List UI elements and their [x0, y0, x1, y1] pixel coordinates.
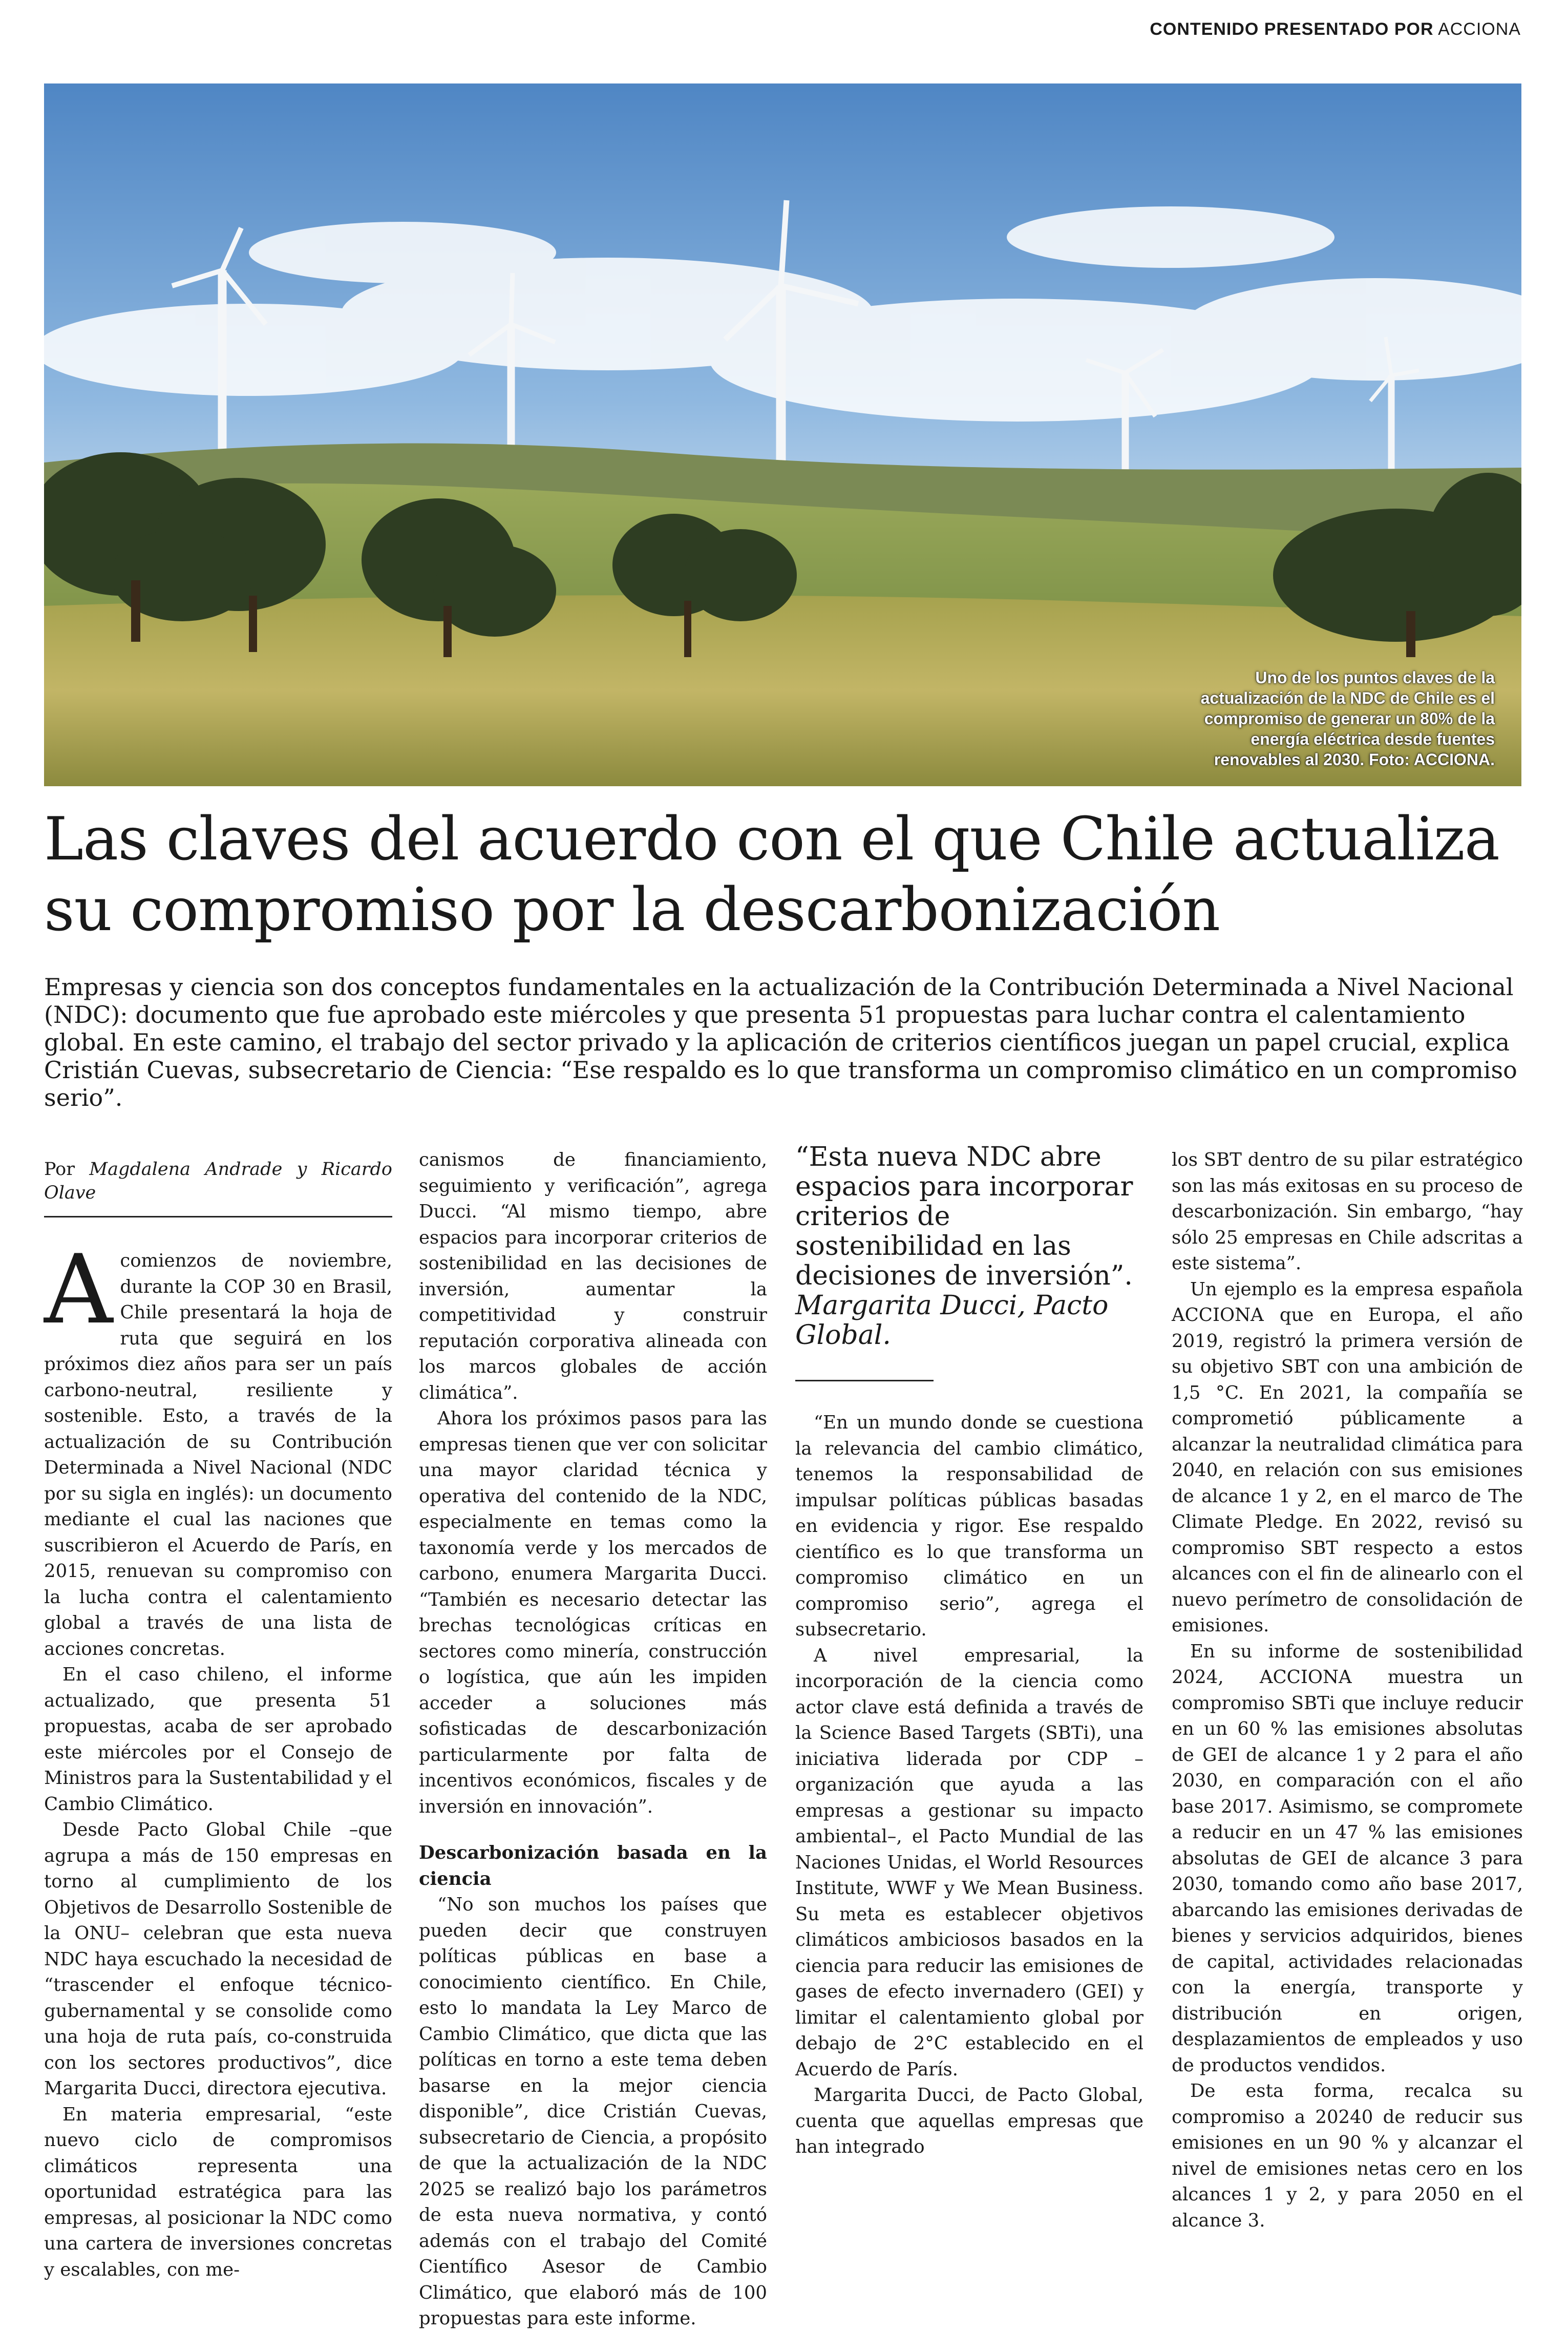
section-subhead: Descarbonización basada en la ciencia — [419, 1842, 767, 1889]
divider — [795, 1380, 934, 1381]
pull-quote-text: “Esta nueva NDC abre espacios para incorporar criterios de sostenibilidad en las decisiones de inversión”. — [795, 1142, 1133, 1291]
column-1 — [44, 1147, 392, 2283]
paragraph: Margarita Ducci, de Pacto Global, cuenta que aquellas empresas que han integrado — [795, 2085, 1143, 2157]
paragraph: En materia empresarial, “este nuevo ciclo de compromisos climáticos representa una oportunidad estratégica para las empresas, al posicionar la NDC como una cartera de inversiones concretas y escalables, con me- — [44, 2104, 392, 2280]
paragraph: De esta forma, recalca su compromiso a 20240 de reducir sus emisiones en un 90 % y alcanzar el nivel de emisiones netas cero en los alcances 1 y 2, y para 2050 en el alcance 3. — [1172, 2081, 1523, 2231]
paragraph: A nivel empresarial, la incorporación de la ciencia como actor clave está definida a través de la Science Based Targets (SBTi), una iniciativa liderada por CDP –organización que ayuda a las empresas a gestionar su impacto ambiental–, el Pacto Mundial de las Naciones Unidas, el World Resources Institute, WWF y We Mean Business. Su meta es establecer objetivos climáticos ambiciosos basados en la ciencia para reducir las emisiones de gases de efecto invernadero (GEI) y limitar el calentamiento global por debajo de 2°C establecido en el Acuerdo de París. — [795, 1645, 1143, 2080]
paragraph: Desde Pacto Global Chile –que agrupa a más de 150 empresas en torno al cumplimiento de los Objetivos de Desarrollo Sostenible de la ONU– celebran que esta nueva NDC haya escuchado la necesidad de “trascender el enfoque técnico-gubernamental y se consolide como una hoja de ruta país, co-construida con los sectores productivos”, dice Margarita Ducci, directora ejecutiva. — [44, 1819, 392, 2099]
wind-farm-photo — [44, 83, 1521, 786]
byline — [44, 1158, 392, 1217]
sponsor-prefix: CONTENIDO PRESENTADO POR — [1150, 19, 1434, 39]
dropcap: A — [44, 1234, 113, 1345]
column-4 — [1172, 1147, 1523, 2234]
byline-authors: Magdalena Andrade y Ricardo Olave — [44, 1159, 392, 1203]
article-headline: Las claves del acuerdo con el que Chile actualiza su compromiso por la descarbonización — [44, 805, 1499, 944]
paragraph: los SBT dentro de su pilar estratégico son las más exitosas en su proceso de descarbonización. Sin embargo, “hay sólo 25 empresas en Chile adscritas a este sistema”. — [1172, 1149, 1523, 1274]
paragraph: “No son muchos los países que pueden decir que construyen políticas públicas en base a conocimiento científico. En Chile, esto lo mandata la Ley Marco de Cambio Climático, que dicta que las políticas en torno a este tema deben basarse en la mejor ciencia disponible”, dice Cristián Cuevas, subsecretario de Ciencia, a propósito de que la actualización de la NDC 2025 se realizó bajo los parámetros de esta nueva normativa, y contó además con el trabajo del Comité Científico Asesor de Cambio Climático, que elaboró más de 100 propuestas para este informe. — [419, 1894, 767, 2329]
paragraph: En su informe de sostenibilidad 2024, ACCIONA muestra un compromiso SBTi que incluye reducir en un 60 % las emisiones absolutas de GEI de alcance 1 y 2 para el año 2030, en comparación con el año base 2017. Asimismo, se compromete a reducir en un 47 % las emisiones absolutas de GEI de alcance 3 para 2030, tomando como año base 2017, abarcando las emisiones derivadas de bienes y servicios adquiridos, bienes de capital, actividades relacionadas con la energía, transporte y distribución en origen, desplazamientos de empleados y uso de productos vendidos. — [1172, 1641, 1523, 2076]
photo-caption: Uno de los puntos claves de la actualización de la NDC de Chile es el compromiso de generar un 80% de la energía eléctrica desde fuentes renovables al 2030. Foto: ACCIONA. — [1200, 668, 1495, 769]
sponsor-brand: ACCIONA — [1438, 19, 1521, 39]
column-3 — [795, 1142, 1143, 2160]
article-lede: Empresas y ciencia son dos conceptos fundamentales en la actualización de la Contribución Determinada a Nivel Nacional (NDC): documento que fue aprobado este miércoles y que presenta 51 propuestas para luchar contra el calentamiento global. En este camino, el trabajo del sector privado y la aplicación de criterios científicos juegan un papel crucial, explica Cristián Cuevas, subsecretario de Ciencia: “Ese respaldo es lo que transforma un compromiso climático en un compromiso serio”. — [44, 973, 1517, 1111]
paragraph: canismos de financiamiento, seguimiento y verificación”, agrega Ducci. “Al mismo tiempo, abre espacios para incorporar criterios de sostenibilidad en las decisiones de inversión, aumentar la competitividad y construir reputación corporativa alineada con los marcos globales de acción climática”. — [419, 1149, 767, 1403]
pull-quote-author: Margarita Ducci, Pacto Global. — [795, 1290, 1109, 1351]
paragraph: Un ejemplo es la empresa española ACCIONA que en Europa, el año 2019, registró la primera versión de su objetivo SBT con una ambición de 1,5 °C. En 2021, la compañía se comprometió públicamente a alcanzar la neutralidad climática para 2040, en relación con sus emisiones de alcance 1 y 2, en el marco de The Climate Pledge. En 2022, revisó su compromiso SBT respecto a estos alcances con el fin de alinearlo con el nuevo perímetro de consolidación de emisiones. — [1172, 1278, 1523, 1636]
paragraph: “En un mundo donde se cuestiona la relevancia del cambio climático, tenemos la responsabilidad de impulsar políticas públicas basadas en evidencia y rigor. Ese respaldo científico es lo que transforma un compromiso climático en un compromiso serio”, agrega el subsecretario. — [795, 1412, 1143, 1640]
column-2 — [419, 1147, 767, 2332]
paragraph: Ahora los próximos pasos para las empresas tienen que ver con solicitar una mayor claridad técnica y operativa del contenido de la NDC, especialmente en temas como la taxonomía verde y los mercados de carbono, enumera Margarita Ducci. “También es necesario detectar las brechas tecnológicas críticas en sectores como minería, construcción o logística, que aún les impiden acceder a soluciones más sofisticadas de descarbonización particularmente por falta de incentivos económicos, fiscales y de inversión en innovación”. — [419, 1408, 767, 1817]
paragraph — [44, 1234, 392, 1662]
pull-quote — [795, 1142, 1143, 1350]
paragraph-text: comienzos de noviembre, durante la COP 30 en Brasil, Chile presentará la hoja de ruta que seguirá en los próximos diez años para ser un país carbono-neutral, resiliente y sostenible. Esto, a través de la actualización de su Contribución Determinada a Nivel Nacional (NDC por su sigla en inglés): un documento mediante el cual las naciones que suscribieron el Acuerdo de París, en 2015, renuevan su compromiso con la lucha contra el calentamiento global a través de una lista de acciones concretas. — [44, 1250, 392, 1659]
byline-prefix: Por — [44, 1159, 75, 1180]
paragraph: En el caso chileno, el informe actualizado, que presenta 51 propuestas, acaba de ser aprobado este miércoles por el Consejo de Ministros para la Sustentabilidad y el Cambio Climático. — [44, 1664, 392, 1815]
sponsor-label — [1150, 19, 1521, 39]
